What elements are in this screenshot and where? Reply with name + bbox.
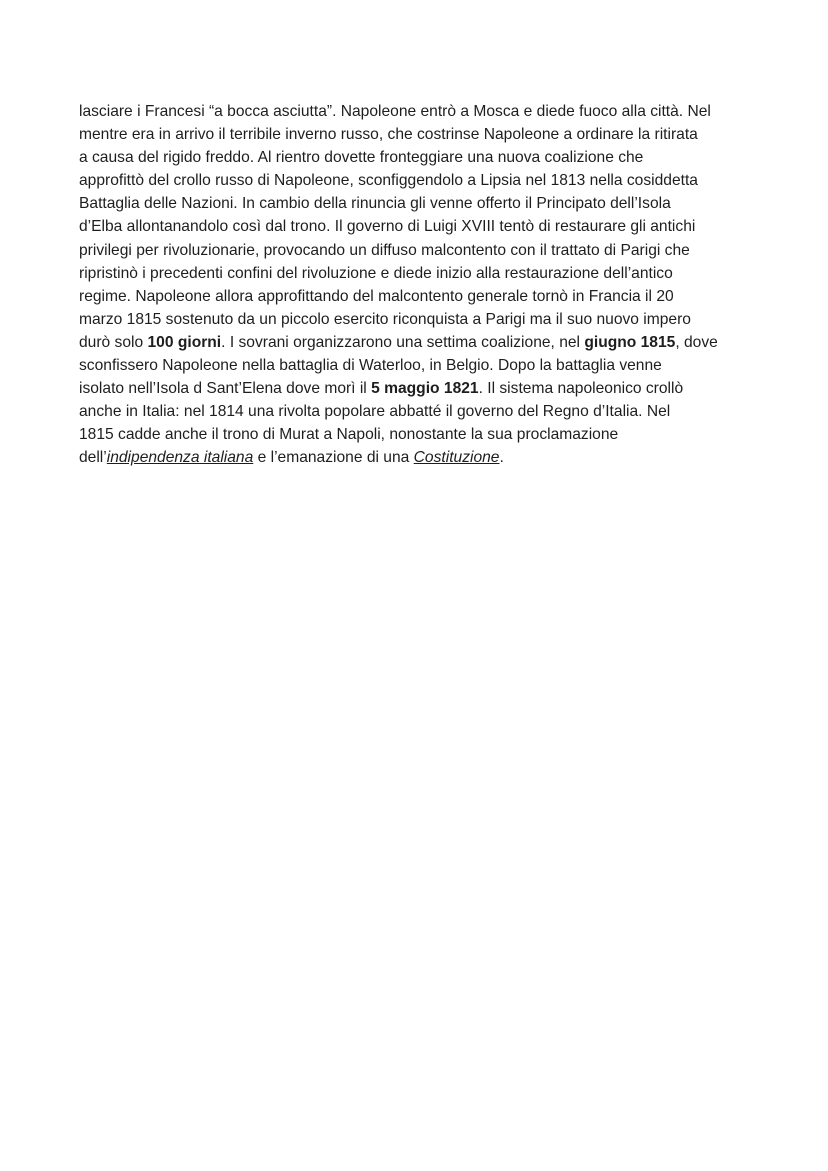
text-run: isolato nell’Isola d Sant’Elena dove morì il [79,380,372,398]
text-line [79,262,759,285]
text-line [79,331,759,354]
text-run: . Il sistema napoleonico crollò [478,380,684,398]
text-line [79,400,759,423]
text-run: marzo 1815 sostenuto da un piccolo esercito riconquista a Parigi ma il suo nuovo impero [79,310,691,328]
text-run: lasciare i Francesi “a bocca asciutta”. Napoleone entrò a Mosca e diede fuoco alla città. Nel [79,103,711,120]
text-run: dell’ [79,449,107,467]
text-run: e l’emanazione di una [253,449,414,467]
underlined-term: Costituzione [413,449,500,467]
text-line [79,169,759,192]
text-run: durò solo [79,333,148,351]
bold-emphasis: 100 giorni [147,333,222,351]
text-run: . [499,449,504,467]
text-run: anche in Italia: nel 1814 una rivolta popolare abbatté il governo del Regno d’Italia. Nel [79,403,671,421]
text-run: sconfissero Napoleone nella battaglia di Waterloo, in Belgio. Dopo la battaglia venne [79,357,662,375]
text-run: . I sovrani organizzarono una settima coalizione, nel [221,333,585,351]
text-line [79,354,759,377]
text-run: , dove [675,333,718,351]
text-line [79,423,759,446]
text-line [79,100,759,123]
text-line [79,377,759,400]
text-line [79,215,759,238]
text-line [79,123,759,146]
bold-emphasis: giugno 1815 [584,333,676,351]
body-paragraph [79,100,759,470]
text-line [79,192,759,215]
text-line [79,146,759,169]
underlined-term: indipendenza italiana [106,449,254,467]
text-line [79,239,759,262]
text-line [79,446,759,469]
text-run: a causa del rigido freddo. Al rientro dovette fronteggiare una nuova coalizione che [79,149,644,167]
text-run: Battaglia delle Nazioni. In cambio della rinuncia gli venne offerto il Principato dell’Isola [79,195,671,213]
text-line [79,308,759,331]
bold-emphasis: 5 maggio 1821 [371,380,479,398]
text-run: mentre era in arrivo il terribile inverno russo, che costrinse Napoleone a ordinare la ritirata [79,126,698,144]
text-line [79,285,759,308]
text-run: ripristinò i precedenti confini del rivoluzione e diede inizio alla restaurazione dell’antico [79,264,673,282]
text-run: 1815 cadde anche il trono di Murat a Napoli, nonostante la sua proclamazione [79,426,619,444]
text-run: regime. Napoleone allora approfittando del malcontento generale tornò in Francia il 20 [79,287,674,305]
text-run: privilegi per rivoluzionarie, provocando un diffuso malcontento con il trattato di Parigi che [79,241,690,259]
text-run: approfittò del crollo russo di Napoleone, sconfiggendolo a Lipsia nel 1813 nella cosiddetta [79,172,698,190]
text-run: d’Elba allontanandolo così dal trono. Il governo di Luigi XVIII tentò di restaurare gli antichi [79,218,696,236]
